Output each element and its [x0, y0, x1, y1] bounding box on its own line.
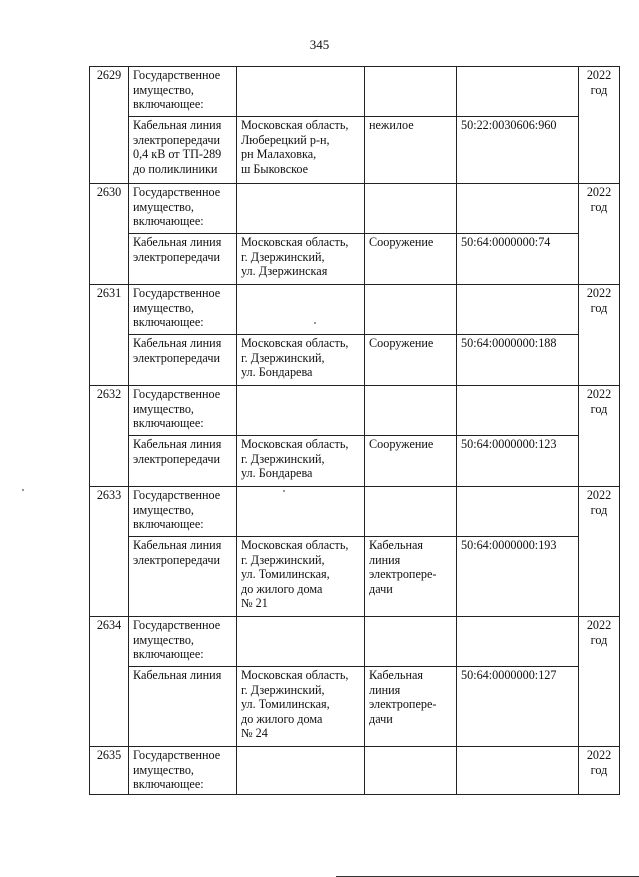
cadastral-cell — [457, 67, 579, 117]
category-text: Государственное имущество, включающее: — [133, 618, 221, 662]
purpose-cell — [365, 436, 457, 487]
category-text: Государственное имущество, включающее: — [133, 748, 221, 792]
row-number-cell: 2634 — [90, 617, 129, 747]
category-cell — [129, 747, 237, 795]
table-row — [90, 386, 620, 436]
scan-speck — [283, 490, 285, 492]
cadastral-cell — [457, 617, 579, 667]
address-text: Московская область, г. Дзержинский, ул. Дзержинская — [241, 235, 349, 279]
scan-speck — [22, 489, 24, 491]
row-number-cell: 2635 — [90, 747, 129, 795]
address-cell — [237, 234, 365, 285]
purpose-text: Кабельная линия электропере- дачи — [369, 668, 437, 726]
purpose-text: Кабельная линия электропере- дачи — [369, 538, 437, 596]
table-row — [90, 234, 620, 285]
address-cell — [237, 117, 365, 184]
cadastral-number: 50:64:0000000:127 — [461, 668, 557, 682]
category-text: Государственное имущество, включающее: — [133, 185, 221, 229]
category-text: Государственное имущество, включающее: — [133, 68, 221, 112]
table-row — [90, 617, 620, 667]
table-row — [90, 285, 620, 335]
category-cell — [129, 67, 237, 117]
address-cell — [237, 487, 365, 537]
object-name: Кабельная линия электропередачи 0,4 кВ от ТП-289 до поликлиники — [133, 118, 222, 176]
category-cell — [129, 617, 237, 667]
purpose-cell — [365, 117, 457, 184]
category-cell — [129, 386, 237, 436]
purpose-cell — [365, 386, 457, 436]
purpose-text: Сооружение — [369, 235, 434, 249]
name-cell — [129, 667, 237, 747]
address-text: Московская область, г. Дзержинский, ул. Томилинская, до жилого дома № 24 — [241, 668, 349, 741]
purpose-text: Сооружение — [369, 437, 434, 451]
address-cell — [237, 537, 365, 617]
purpose-cell — [365, 667, 457, 747]
name-cell — [129, 537, 237, 617]
table-row — [90, 117, 620, 184]
address-cell — [237, 667, 365, 747]
category-text: Государственное имущество, включающее: — [133, 286, 221, 330]
year-text: 2022 год — [586, 618, 612, 647]
table-row — [90, 747, 620, 795]
row-number-cell: 2631 — [90, 285, 129, 386]
cadastral-cell — [457, 667, 579, 747]
address-cell — [237, 436, 365, 487]
year-text: 2022 год — [586, 748, 612, 777]
year-cell — [579, 285, 620, 386]
name-cell — [129, 117, 237, 184]
row-number-cell: 2630 — [90, 184, 129, 285]
object-name: Кабельная линия электропередачи — [133, 538, 222, 567]
address-cell — [237, 335, 365, 386]
year-cell — [579, 184, 620, 285]
purpose-cell — [365, 747, 457, 795]
object-name: Кабельная линия электропередачи — [133, 437, 222, 466]
purpose-cell — [365, 285, 457, 335]
cadastral-cell — [457, 487, 579, 537]
year-cell — [579, 617, 620, 747]
cadastral-cell — [457, 184, 579, 234]
table-row — [90, 487, 620, 537]
table-row — [90, 537, 620, 617]
purpose-cell — [365, 537, 457, 617]
cadastral-number: 50:64:0000000:188 — [461, 336, 557, 350]
cadastral-cell — [457, 285, 579, 335]
table-row — [90, 667, 620, 747]
address-cell — [237, 285, 365, 335]
year-cell — [579, 67, 620, 184]
table-row — [90, 335, 620, 386]
address-text: Московская область, г. Дзержинский, ул. Бондарева — [241, 437, 349, 481]
category-cell — [129, 285, 237, 335]
purpose-cell — [365, 67, 457, 117]
cadastral-cell — [457, 436, 579, 487]
year-cell — [579, 487, 620, 617]
year-text: 2022 год — [586, 488, 612, 517]
address-cell — [237, 386, 365, 436]
row-number-cell: 2632 — [90, 386, 129, 487]
row-number-cell: 2629 — [90, 67, 129, 184]
category-cell — [129, 184, 237, 234]
purpose-cell — [365, 234, 457, 285]
address-cell — [237, 67, 365, 117]
year-text: 2022 год — [586, 387, 612, 416]
category-text: Государственное имущество, включающее: — [133, 387, 221, 431]
address-cell — [237, 617, 365, 667]
year-cell — [579, 386, 620, 487]
year-cell — [579, 747, 620, 795]
cadastral-number: 50:64:0000000:74 — [461, 235, 551, 249]
cadastral-cell — [457, 537, 579, 617]
name-cell — [129, 335, 237, 386]
address-cell — [237, 184, 365, 234]
address-text: Московская область, г. Дзержинский, ул. Томилинская, до жилого дома № 21 — [241, 538, 349, 611]
address-text: Московская область, Люберецкий р-н, рн Малаховка, ш Быковское — [241, 118, 349, 176]
purpose-cell — [365, 184, 457, 234]
category-cell — [129, 487, 237, 537]
purpose-text: Сооружение — [369, 336, 434, 350]
table-row — [90, 67, 620, 117]
address-cell — [237, 747, 365, 795]
name-cell — [129, 436, 237, 487]
cadastral-cell — [457, 386, 579, 436]
page-number: 345 — [309, 37, 330, 52]
year-text: 2022 год — [586, 286, 612, 315]
category-text: Государственное имущество, включающее: — [133, 488, 221, 532]
address-text: Московская область, г. Дзержинский, ул. Бондарева — [241, 336, 349, 380]
year-text: 2022 год — [586, 68, 612, 97]
name-cell — [129, 234, 237, 285]
object-name: Кабельная линия электропередачи — [133, 235, 222, 264]
purpose-text: нежилое — [369, 118, 414, 132]
cadastral-cell — [457, 117, 579, 184]
object-name: Кабельная линия электропередачи — [133, 336, 222, 365]
table-row — [90, 436, 620, 487]
purpose-cell — [365, 335, 457, 386]
object-name: Кабельная линия — [133, 668, 222, 682]
cadastral-number: 50:22:0030606:960 — [461, 118, 557, 132]
purpose-cell — [365, 487, 457, 537]
table-row — [90, 184, 620, 234]
purpose-cell — [365, 617, 457, 667]
property-registry-table — [89, 66, 620, 795]
cadastral-number: 50:64:0000000:123 — [461, 437, 557, 451]
row-number-cell: 2633 — [90, 487, 129, 617]
cadastral-number: 50:64:0000000:193 — [461, 538, 557, 552]
cadastral-cell — [457, 335, 579, 386]
scan-speck — [314, 322, 316, 324]
cadastral-cell — [457, 747, 579, 795]
cadastral-cell — [457, 234, 579, 285]
year-text: 2022 год — [586, 185, 612, 214]
